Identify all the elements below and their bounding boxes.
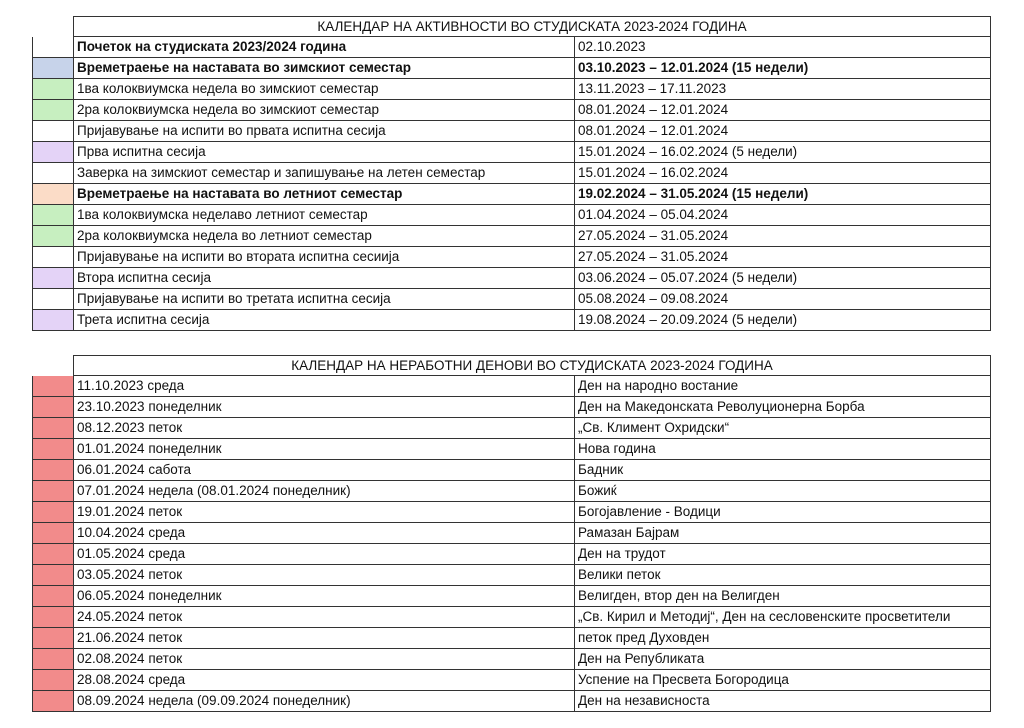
color-swatch xyxy=(32,310,74,331)
activity-row xyxy=(32,121,991,142)
activity-row xyxy=(32,79,991,100)
holiday-name: Ден на независноста xyxy=(575,691,991,712)
holiday-date: 08.09.2024 недела (09.09.2024 понеделник) xyxy=(74,691,575,712)
holiday-name: Рамазан Бајрам xyxy=(575,523,991,544)
color-swatch xyxy=(32,37,74,58)
holiday-row xyxy=(32,418,991,439)
holiday-row xyxy=(32,565,991,586)
holiday-row xyxy=(32,544,991,565)
holiday-date: 06.01.2024 сабота xyxy=(74,460,575,481)
activity-label: Прва испитна сесија xyxy=(74,142,575,163)
holiday-name: Ден на Републиката xyxy=(575,649,991,670)
holiday-date: 24.05.2024 петок xyxy=(74,607,575,628)
activity-row xyxy=(32,100,991,121)
color-swatch xyxy=(32,376,74,397)
holiday-name: Бадник xyxy=(575,460,991,481)
holiday-date: 01.01.2024 понеделник xyxy=(74,439,575,460)
activity-label: Почеток на студиската 2023/2024 година xyxy=(74,37,575,58)
holidays-title: КАЛЕНДАР НА НЕРАБОТНИ ДЕНОВИ ВО СТУДИСКАТА 2023-2024 ГОДИНА xyxy=(74,355,991,376)
color-swatch xyxy=(32,460,74,481)
holiday-name: Богојавление - Водици xyxy=(575,502,991,523)
activity-label: Времетраење на наставата во зимскиот семестар xyxy=(74,58,575,79)
activity-label: Трета испитна сесија xyxy=(74,310,575,331)
color-swatch xyxy=(32,691,74,712)
activity-row xyxy=(32,163,991,184)
holiday-name: Нова година xyxy=(575,439,991,460)
holiday-name: Божиќ xyxy=(575,481,991,502)
color-swatch xyxy=(32,205,74,226)
activity-label: Пријавување на испити во втората испитна сесиија xyxy=(74,247,575,268)
holiday-date: 23.10.2023 понеделник xyxy=(74,397,575,418)
holiday-row xyxy=(32,439,991,460)
holiday-row xyxy=(32,670,991,691)
color-swatch xyxy=(32,79,74,100)
holiday-name: Велики петок xyxy=(575,565,991,586)
activity-label: Пријавување на испити во првата испитна сесија xyxy=(74,121,575,142)
color-swatch xyxy=(32,58,74,79)
holiday-date: 08.12.2023 петок xyxy=(74,418,575,439)
color-swatch xyxy=(32,121,74,142)
activity-date: 08.01.2024 – 12.01.2024 xyxy=(575,121,991,142)
activity-row xyxy=(32,247,991,268)
holiday-date: 07.01.2024 недела (08.01.2024 понеделник) xyxy=(74,481,575,502)
holidays-table xyxy=(32,355,991,712)
holiday-name: петок пред Духовден xyxy=(575,628,991,649)
holiday-row xyxy=(32,586,991,607)
activity-label: 2ра колоквиумска недела во летниот семестар xyxy=(74,226,575,247)
color-swatch xyxy=(32,586,74,607)
activities-title-row xyxy=(32,16,991,37)
holiday-row xyxy=(32,481,991,502)
color-swatch xyxy=(32,628,74,649)
activity-date: 03.06.2024 – 05.07.2024 (5 недели) xyxy=(575,268,991,289)
color-swatch xyxy=(32,226,74,247)
holiday-row xyxy=(32,628,991,649)
color-swatch xyxy=(32,289,74,310)
holiday-date: 21.06.2024 петок xyxy=(74,628,575,649)
activity-label: Времетраење на наставата во летниот семестар xyxy=(74,184,575,205)
activity-date: 13.11.2023 – 17.11.2023 xyxy=(575,79,991,100)
activity-row xyxy=(32,205,991,226)
activity-date: 08.01.2024 – 12.01.2024 xyxy=(575,100,991,121)
activity-label: 1ва колоквиумска недела во зимскиот семестар xyxy=(74,79,575,100)
holiday-name: Ден на Македонската Револуционерна Борба xyxy=(575,397,991,418)
holiday-date: 19.01.2024 петок xyxy=(74,502,575,523)
holiday-row xyxy=(32,502,991,523)
activity-date: 15.01.2024 – 16.02.2024 (5 недели) xyxy=(575,142,991,163)
color-swatch xyxy=(32,544,74,565)
holiday-name: Успение на Пресвета Богородица xyxy=(575,670,991,691)
holiday-date: 01.05.2024 среда xyxy=(74,544,575,565)
holiday-row xyxy=(32,691,991,712)
color-swatch xyxy=(32,100,74,121)
holiday-row xyxy=(32,397,991,418)
activity-row xyxy=(32,226,991,247)
activity-row xyxy=(32,37,991,58)
color-swatch xyxy=(32,670,74,691)
color-swatch xyxy=(32,268,74,289)
title-spacer xyxy=(32,16,74,37)
activity-date: 19.02.2024 – 31.05.2024 (15 недели) xyxy=(575,184,991,205)
activity-label: Заверка на зимскиот семестар и запишување на летен семестар xyxy=(74,163,575,184)
color-swatch xyxy=(32,481,74,502)
holiday-row xyxy=(32,376,991,397)
holiday-name: Ден на трудот xyxy=(575,544,991,565)
activities-table xyxy=(32,16,991,331)
holiday-date: 02.08.2024 петок xyxy=(74,649,575,670)
color-swatch xyxy=(32,163,74,184)
color-swatch xyxy=(32,439,74,460)
title-spacer xyxy=(32,355,74,376)
holiday-date: 03.05.2024 петок xyxy=(74,565,575,586)
holiday-row xyxy=(32,523,991,544)
activity-label: Втора испитна сесија xyxy=(74,268,575,289)
color-swatch xyxy=(32,247,74,268)
activity-date: 01.04.2024 – 05.04.2024 xyxy=(575,205,991,226)
activity-row xyxy=(32,268,991,289)
activity-date: 05.08.2024 – 09.08.2024 xyxy=(575,289,991,310)
activities-title: КАЛЕНДАР НА АКТИВНОСТИ ВО СТУДИСКАТА 2023-2024 ГОДИНА xyxy=(74,16,991,37)
activity-label: 1ва колоквиумска неделаво летниот семестар xyxy=(74,205,575,226)
activity-date: 02.10.2023 xyxy=(575,37,991,58)
color-swatch xyxy=(32,565,74,586)
activity-date: 03.10.2023 – 12.01.2024 (15 недели) xyxy=(575,58,991,79)
activity-date: 15.01.2024 – 16.02.2024 xyxy=(575,163,991,184)
holiday-row xyxy=(32,460,991,481)
holiday-row xyxy=(32,607,991,628)
color-swatch xyxy=(32,142,74,163)
color-swatch xyxy=(32,418,74,439)
color-swatch xyxy=(32,397,74,418)
holiday-date: 28.08.2024 среда xyxy=(74,670,575,691)
color-swatch xyxy=(32,502,74,523)
color-swatch xyxy=(32,649,74,670)
activity-row xyxy=(32,184,991,205)
activity-date: 27.05.2024 – 31.05.2024 xyxy=(575,247,991,268)
activity-row xyxy=(32,310,991,331)
activity-row xyxy=(32,58,991,79)
holiday-row xyxy=(32,649,991,670)
color-swatch xyxy=(32,523,74,544)
color-swatch xyxy=(32,184,74,205)
holidays-title-row xyxy=(32,355,991,376)
color-swatch xyxy=(32,607,74,628)
holiday-date: 11.10.2023 среда xyxy=(74,376,575,397)
holiday-date: 06.05.2024 понеделник xyxy=(74,586,575,607)
activity-label: Пријавување на испити во третата испитна сесија xyxy=(74,289,575,310)
holiday-name: „Св. Кирил и Методиј“, Ден на сесловенските просветители xyxy=(575,607,991,628)
activity-row xyxy=(32,142,991,163)
holiday-name: Ден на народно востание xyxy=(575,376,991,397)
holiday-name: „Св. Климент Охридски“ xyxy=(575,418,991,439)
activity-label: 2ра колоквиумска недела во зимскиот семестар xyxy=(74,100,575,121)
holiday-name: Велигден, втор ден на Велигден xyxy=(575,586,991,607)
activity-date: 27.05.2024 – 31.05.2024 xyxy=(575,226,991,247)
activity-row xyxy=(32,289,991,310)
holiday-date: 10.04.2024 среда xyxy=(74,523,575,544)
activity-date: 19.08.2024 – 20.09.2024 (5 недели) xyxy=(575,310,991,331)
